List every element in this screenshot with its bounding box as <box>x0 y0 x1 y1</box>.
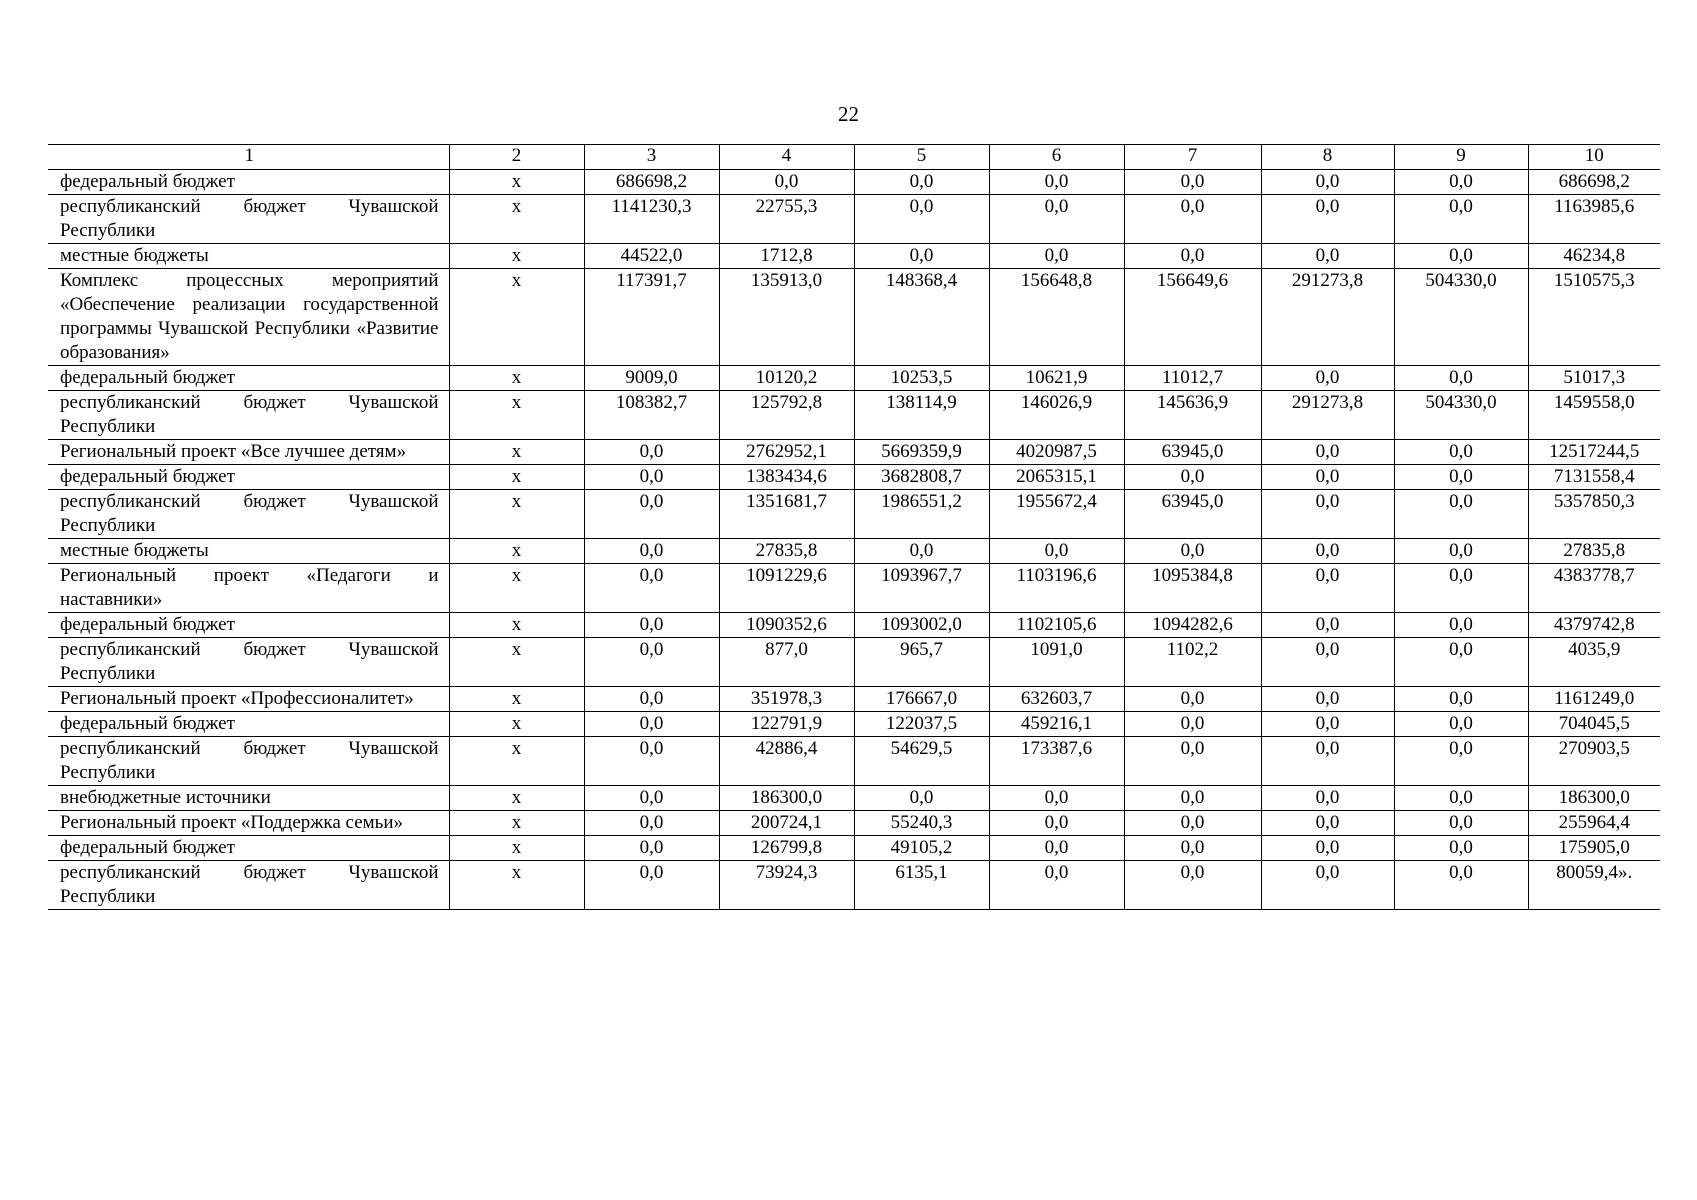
row-value: 10253,5 <box>854 366 989 391</box>
row-value: 54629,5 <box>854 737 989 786</box>
row-value: 63945,0 <box>1124 440 1261 465</box>
row-value: 0,0 <box>1124 836 1261 861</box>
row-name: федеральный бюджет <box>48 366 449 391</box>
row-value: 0,0 <box>584 836 719 861</box>
row-value: 0,0 <box>1261 490 1394 539</box>
column-number: 3 <box>584 145 719 170</box>
row-value: 0,0 <box>1261 737 1394 786</box>
row-value: 1102105,6 <box>989 613 1124 638</box>
row-value: 291273,8 <box>1261 391 1394 440</box>
row-value: 0,0 <box>854 244 989 269</box>
row-value: 46234,8 <box>1528 244 1660 269</box>
row-code: х <box>449 613 584 638</box>
row-value: 0,0 <box>1261 244 1394 269</box>
row-code: х <box>449 638 584 687</box>
table-row <box>48 269 1660 366</box>
row-code: х <box>449 490 584 539</box>
row-value: 5357850,3 <box>1528 490 1660 539</box>
column-number-row <box>48 145 1660 170</box>
row-value: 704045,5 <box>1528 712 1660 737</box>
row-value: 1351681,7 <box>719 490 854 539</box>
row-value: 0,0 <box>1261 786 1394 811</box>
row-value: 146026,9 <box>989 391 1124 440</box>
row-name: республиканский бюджет Чувашской Республики <box>48 195 449 244</box>
column-number: 10 <box>1528 145 1660 170</box>
row-name: республиканский бюджет Чувашской Республики <box>48 391 449 440</box>
row-value: 122791,9 <box>719 712 854 737</box>
row-value: 504330,0 <box>1394 391 1528 440</box>
row-name: Региональный проект «Все лучшее детям» <box>48 440 449 465</box>
row-value: 0,0 <box>989 836 1124 861</box>
row-value: 1102,2 <box>1124 638 1261 687</box>
row-code: х <box>449 195 584 244</box>
row-value: 0,0 <box>1124 811 1261 836</box>
row-code: х <box>449 391 584 440</box>
column-number: 9 <box>1394 145 1528 170</box>
row-value: 0,0 <box>584 861 719 910</box>
row-value: 0,0 <box>989 244 1124 269</box>
column-number: 2 <box>449 145 584 170</box>
table-row <box>48 786 1660 811</box>
row-value: 0,0 <box>1261 811 1394 836</box>
row-value: 108382,7 <box>584 391 719 440</box>
row-code: х <box>449 269 584 366</box>
column-number: 4 <box>719 145 854 170</box>
row-value: 27835,8 <box>719 539 854 564</box>
table-row <box>48 366 1660 391</box>
table-row <box>48 638 1660 687</box>
row-value: 0,0 <box>989 195 1124 244</box>
column-number: 5 <box>854 145 989 170</box>
row-value: 12517244,5 <box>1528 440 1660 465</box>
row-value: 0,0 <box>1261 440 1394 465</box>
row-value: 0,0 <box>854 195 989 244</box>
row-value: 22755,3 <box>719 195 854 244</box>
row-value: 686698,2 <box>584 170 719 195</box>
row-value: 0,0 <box>1394 836 1528 861</box>
row-name: местные бюджеты <box>48 244 449 269</box>
row-value: 0,0 <box>1394 737 1528 786</box>
row-value: 0,0 <box>854 786 989 811</box>
row-value: 0,0 <box>1261 712 1394 737</box>
row-value: 0,0 <box>1124 786 1261 811</box>
row-value: 145636,9 <box>1124 391 1261 440</box>
row-value: 0,0 <box>1261 613 1394 638</box>
row-value: 1093967,7 <box>854 564 989 613</box>
row-code: х <box>449 539 584 564</box>
row-value: 0,0 <box>1394 170 1528 195</box>
row-value: 1712,8 <box>719 244 854 269</box>
row-name: Комплекс процессных мероприятий «Обеспечение реализации государственной программы Чувашской Республики «Развитие образования» <box>48 269 449 366</box>
row-value: 0,0 <box>1124 737 1261 786</box>
row-code: х <box>449 861 584 910</box>
row-value: 504330,0 <box>1394 269 1528 366</box>
row-value: 138114,9 <box>854 391 989 440</box>
row-value: 965,7 <box>854 638 989 687</box>
row-value: 63945,0 <box>1124 490 1261 539</box>
row-value: 1141230,3 <box>584 195 719 244</box>
row-name: федеральный бюджет <box>48 170 449 195</box>
row-code: х <box>449 737 584 786</box>
table-row <box>48 836 1660 861</box>
row-value: 2762952,1 <box>719 440 854 465</box>
row-value: 10120,2 <box>719 366 854 391</box>
table-row <box>48 712 1660 737</box>
row-value: 27835,8 <box>1528 539 1660 564</box>
row-value: 0,0 <box>1124 712 1261 737</box>
row-value: 0,0 <box>1261 539 1394 564</box>
row-value: 156649,6 <box>1124 269 1261 366</box>
row-name: республиканский бюджет Чувашской Республики <box>48 638 449 687</box>
row-value: 175905,0 <box>1528 836 1660 861</box>
row-value: 1091229,6 <box>719 564 854 613</box>
row-value: 0,0 <box>1394 613 1528 638</box>
row-value: 0,0 <box>989 786 1124 811</box>
row-value: 0,0 <box>1124 195 1261 244</box>
row-value: 1095384,8 <box>1124 564 1261 613</box>
row-value: 0,0 <box>584 539 719 564</box>
column-number: 7 <box>1124 145 1261 170</box>
row-value: 0,0 <box>1261 861 1394 910</box>
row-value: 0,0 <box>854 539 989 564</box>
row-value: 0,0 <box>1394 244 1528 269</box>
row-value: 200724,1 <box>719 811 854 836</box>
row-value: 255964,4 <box>1528 811 1660 836</box>
row-value: 10621,9 <box>989 366 1124 391</box>
row-value: 0,0 <box>1124 861 1261 910</box>
budget-table <box>48 144 1660 910</box>
row-value: 6135,1 <box>854 861 989 910</box>
row-code: х <box>449 244 584 269</box>
row-value: 135913,0 <box>719 269 854 366</box>
row-value: 351978,3 <box>719 687 854 712</box>
row-name: местные бюджеты <box>48 539 449 564</box>
row-value: 4379742,8 <box>1528 613 1660 638</box>
page-number: 22 <box>838 102 859 126</box>
row-value: 126799,8 <box>719 836 854 861</box>
row-name: федеральный бюджет <box>48 712 449 737</box>
row-name: федеральный бюджет <box>48 465 449 490</box>
row-value: 1383434,6 <box>719 465 854 490</box>
row-value: 0,0 <box>1394 195 1528 244</box>
row-value: 1510575,3 <box>1528 269 1660 366</box>
row-value: 0,0 <box>1261 687 1394 712</box>
table-row <box>48 391 1660 440</box>
row-code: х <box>449 440 584 465</box>
row-value: 1161249,0 <box>1528 687 1660 712</box>
row-value: 173387,6 <box>989 737 1124 786</box>
row-value: 80059,4». <box>1528 861 1660 910</box>
row-value: 1090352,6 <box>719 613 854 638</box>
row-value: 42886,4 <box>719 737 854 786</box>
table-row <box>48 687 1660 712</box>
row-value: 1091,0 <box>989 638 1124 687</box>
row-code: х <box>449 366 584 391</box>
row-value: 1094282,6 <box>1124 613 1261 638</box>
row-code: х <box>449 564 584 613</box>
row-value: 632603,7 <box>989 687 1124 712</box>
row-value: 0,0 <box>1124 170 1261 195</box>
row-value: 186300,0 <box>719 786 854 811</box>
row-code: х <box>449 811 584 836</box>
table-row <box>48 811 1660 836</box>
table-row <box>48 170 1660 195</box>
row-value: 148368,4 <box>854 269 989 366</box>
row-name: федеральный бюджет <box>48 613 449 638</box>
row-value: 4383778,7 <box>1528 564 1660 613</box>
row-value: 122037,5 <box>854 712 989 737</box>
row-value: 5669359,9 <box>854 440 989 465</box>
row-value: 0,0 <box>1261 170 1394 195</box>
row-value: 1955672,4 <box>989 490 1124 539</box>
row-code: х <box>449 836 584 861</box>
row-value: 0,0 <box>584 811 719 836</box>
row-value: 0,0 <box>1124 244 1261 269</box>
row-value: 0,0 <box>1124 687 1261 712</box>
row-value: 11012,7 <box>1124 366 1261 391</box>
row-value: 186300,0 <box>1528 786 1660 811</box>
row-value: 0,0 <box>1394 687 1528 712</box>
row-value: 0,0 <box>584 465 719 490</box>
row-code: х <box>449 786 584 811</box>
row-value: 4035,9 <box>1528 638 1660 687</box>
row-value: 4020987,5 <box>989 440 1124 465</box>
row-value: 7131558,4 <box>1528 465 1660 490</box>
row-value: 0,0 <box>1394 366 1528 391</box>
row-value: 0,0 <box>584 490 719 539</box>
row-value: 0,0 <box>1261 465 1394 490</box>
row-value: 0,0 <box>989 811 1124 836</box>
row-value: 1459558,0 <box>1528 391 1660 440</box>
table-row <box>48 539 1660 564</box>
row-value: 0,0 <box>1394 861 1528 910</box>
row-value: 0,0 <box>1261 836 1394 861</box>
column-number: 6 <box>989 145 1124 170</box>
row-code: х <box>449 687 584 712</box>
row-value: 291273,8 <box>1261 269 1394 366</box>
row-value: 156648,8 <box>989 269 1124 366</box>
row-value: 49105,2 <box>854 836 989 861</box>
row-value: 0,0 <box>989 170 1124 195</box>
row-value: 0,0 <box>584 564 719 613</box>
column-number: 1 <box>48 145 449 170</box>
table-row <box>48 564 1660 613</box>
row-value: 459216,1 <box>989 712 1124 737</box>
row-value: 0,0 <box>1394 712 1528 737</box>
row-value: 51017,3 <box>1528 366 1660 391</box>
row-value: 0,0 <box>1124 465 1261 490</box>
row-value: 0,0 <box>584 613 719 638</box>
row-value: 176667,0 <box>854 687 989 712</box>
row-value: 877,0 <box>719 638 854 687</box>
row-value: 117391,7 <box>584 269 719 366</box>
row-value: 0,0 <box>584 687 719 712</box>
table-row <box>48 195 1660 244</box>
row-value: 0,0 <box>1394 564 1528 613</box>
row-code: х <box>449 465 584 490</box>
row-value: 1163985,6 <box>1528 195 1660 244</box>
row-value: 44522,0 <box>584 244 719 269</box>
row-name: Региональный проект «Педагоги и наставники» <box>48 564 449 613</box>
row-name: Региональный проект «Поддержка семьи» <box>48 811 449 836</box>
table-row <box>48 490 1660 539</box>
row-value: 3682808,7 <box>854 465 989 490</box>
row-value: 2065315,1 <box>989 465 1124 490</box>
row-name: республиканский бюджет Чувашской Республики <box>48 861 449 910</box>
table-row <box>48 737 1660 786</box>
table-row <box>48 465 1660 490</box>
row-value: 0,0 <box>1394 539 1528 564</box>
table-row <box>48 244 1660 269</box>
row-value: 686698,2 <box>1528 170 1660 195</box>
row-name: федеральный бюджет <box>48 836 449 861</box>
row-value: 9009,0 <box>584 366 719 391</box>
row-value: 0,0 <box>584 440 719 465</box>
row-value: 55240,3 <box>854 811 989 836</box>
row-value: 0,0 <box>584 638 719 687</box>
row-code: х <box>449 712 584 737</box>
row-value: 0,0 <box>1261 195 1394 244</box>
row-value: 0,0 <box>1124 539 1261 564</box>
table-row <box>48 613 1660 638</box>
column-number: 8 <box>1261 145 1394 170</box>
row-value: 1103196,6 <box>989 564 1124 613</box>
row-value: 0,0 <box>1394 465 1528 490</box>
row-value: 125792,8 <box>719 391 854 440</box>
row-name: республиканский бюджет Чувашской Республики <box>48 490 449 539</box>
row-value: 1093002,0 <box>854 613 989 638</box>
row-value: 0,0 <box>1394 440 1528 465</box>
row-value: 0,0 <box>1261 638 1394 687</box>
row-value: 0,0 <box>719 170 854 195</box>
row-value: 0,0 <box>1394 811 1528 836</box>
row-name: внебюджетные источники <box>48 786 449 811</box>
row-name: Региональный проект «Профессионалитет» <box>48 687 449 712</box>
row-value: 0,0 <box>989 861 1124 910</box>
row-value: 73924,3 <box>719 861 854 910</box>
row-name: республиканский бюджет Чувашской Республики <box>48 737 449 786</box>
budget-table-body <box>48 170 1660 910</box>
row-value: 0,0 <box>1394 786 1528 811</box>
row-value: 0,0 <box>584 786 719 811</box>
row-value: 270903,5 <box>1528 737 1660 786</box>
row-value: 0,0 <box>1394 638 1528 687</box>
row-value: 1986551,2 <box>854 490 989 539</box>
row-code: х <box>449 170 584 195</box>
row-value: 0,0 <box>584 712 719 737</box>
row-value: 0,0 <box>989 539 1124 564</box>
row-value: 0,0 <box>1394 490 1528 539</box>
table-row <box>48 440 1660 465</box>
table-row <box>48 861 1660 910</box>
row-value: 0,0 <box>1261 564 1394 613</box>
row-value: 0,0 <box>854 170 989 195</box>
row-value: 0,0 <box>1261 366 1394 391</box>
row-value: 0,0 <box>584 737 719 786</box>
